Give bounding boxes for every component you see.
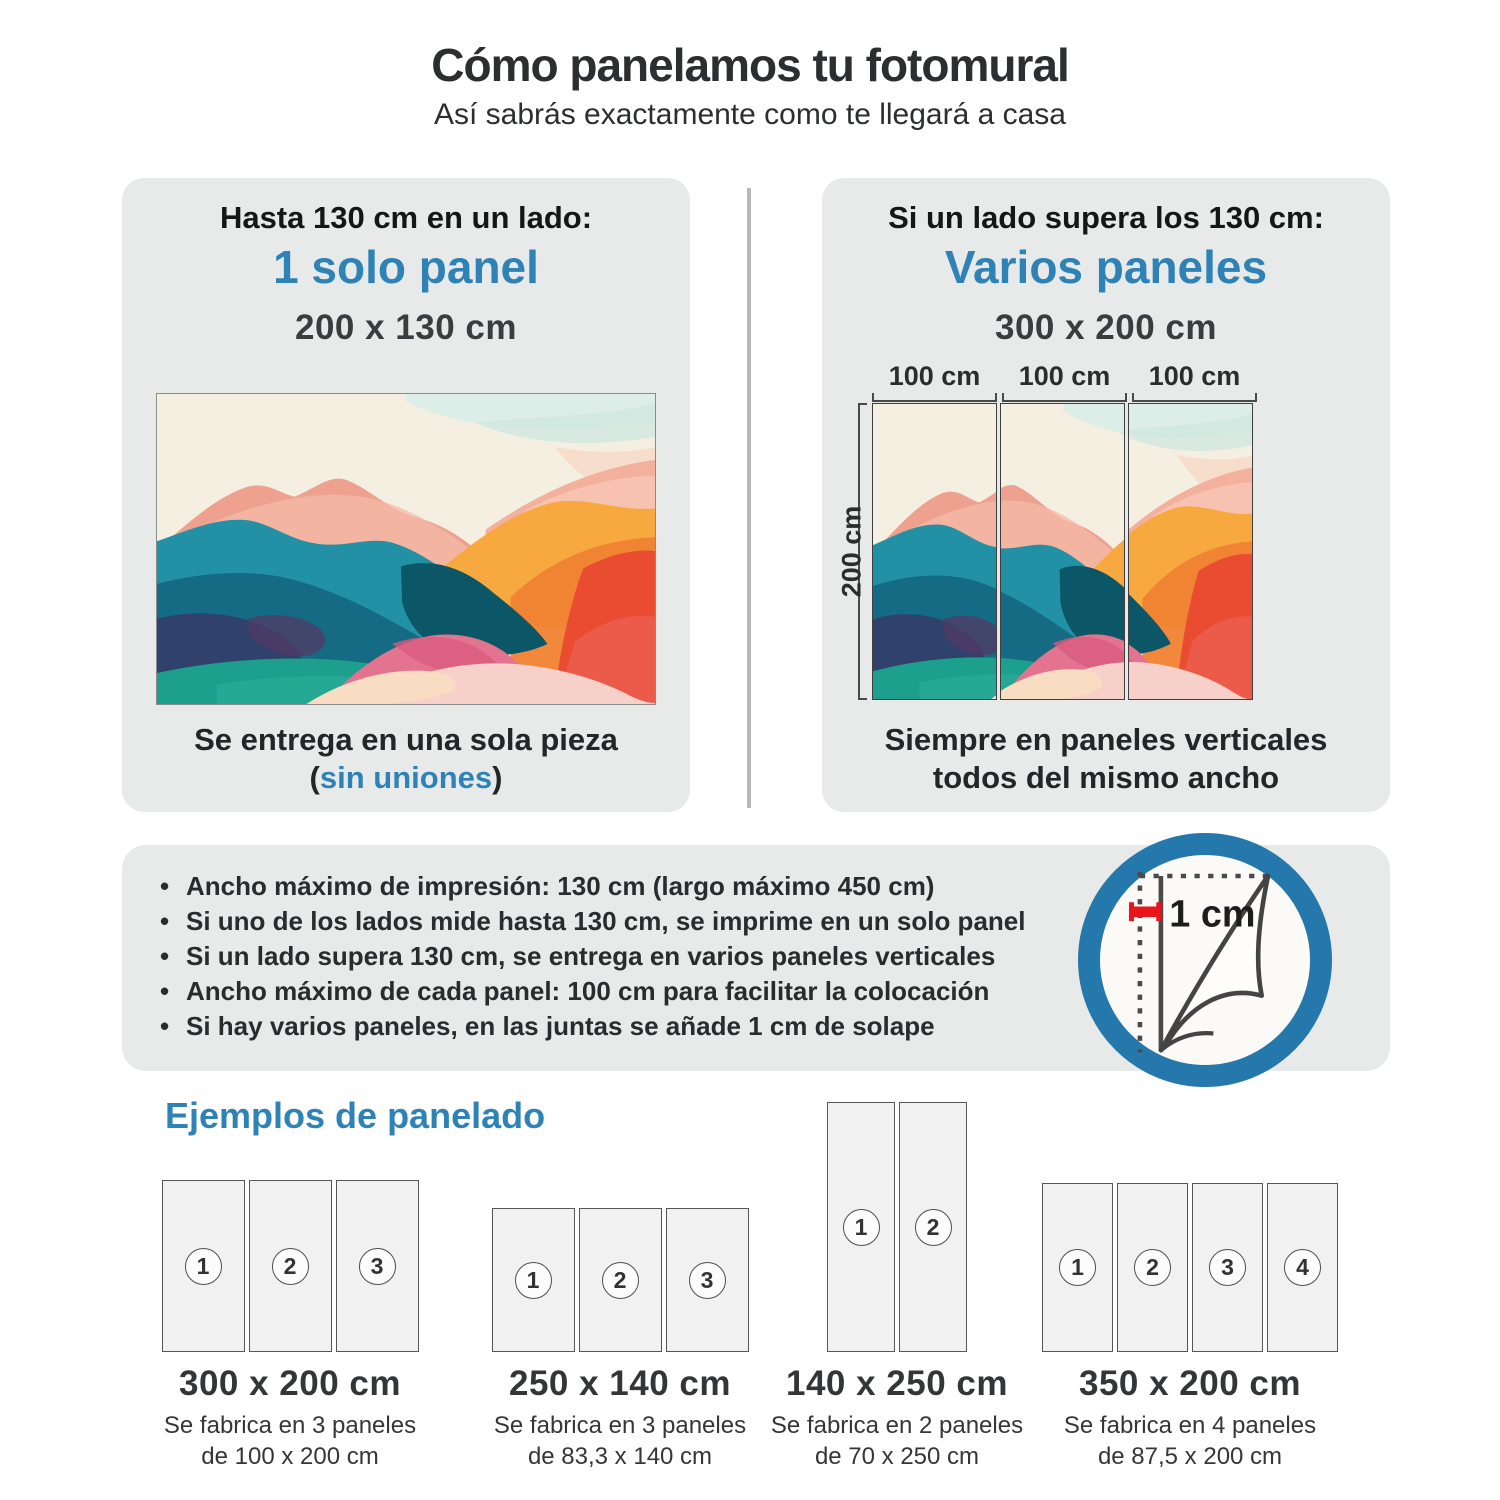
example-panel — [336, 1180, 419, 1352]
rule-bullet: • Si uno de los lados mide hasta 130 cm, se imprime en un solo panel — [160, 904, 1080, 939]
single-panel-size: 200 x 130 cm — [294, 308, 517, 347]
panelled-mural — [872, 403, 1257, 702]
mural-image — [156, 393, 656, 705]
example-panel — [899, 1102, 967, 1352]
panel-number-badge: 2 — [1134, 1249, 1171, 1286]
page-subtitle: Así sabrás exactamente como te llegará a casa — [434, 98, 1066, 131]
rules-list — [160, 869, 1080, 1044]
panel-number-badge: 2 — [272, 1248, 309, 1285]
panel-number-badge: 2 — [915, 1209, 952, 1246]
panel-number-badge: 1 — [515, 1262, 552, 1299]
multi-panel-caption: Siempre en paneles verticales — [884, 722, 1328, 757]
example-sub-label — [120, 1410, 460, 1472]
example-sub-line2: de 100 x 200 cm — [201, 1443, 379, 1470]
panel-number-badge: 1 — [185, 1248, 222, 1285]
example-size-label: 250 x 140 cm — [508, 1364, 731, 1403]
cards-divider — [747, 188, 751, 808]
multi-panel-headline: Varios paneles — [944, 241, 1268, 293]
rule-bullet: • Ancho máximo de impresión: 130 cm (largo máximo 450 cm) — [160, 869, 1080, 904]
example-sub-line1: Se fabrica en 3 paneles — [493, 1412, 747, 1439]
example-panel — [162, 1180, 245, 1352]
width-measure-label: 100 cm — [1148, 361, 1241, 391]
panel-number-badge: 3 — [359, 1248, 396, 1285]
example-3 — [727, 1102, 1067, 1472]
panel-number-badge: 2 — [602, 1262, 639, 1299]
width-bracket — [1132, 393, 1257, 402]
example-panel — [1267, 1183, 1338, 1352]
example-panel — [1117, 1183, 1188, 1352]
width-measure-label: 100 cm — [888, 361, 981, 391]
example-sub-label — [727, 1410, 1067, 1472]
example-panel — [1192, 1183, 1263, 1352]
single-panel-headline: 1 solo panel — [273, 241, 539, 293]
example-4 — [1020, 1102, 1360, 1472]
rule-bullet: • Ancho máximo de cada panel: 100 cm para facilitar la colocación — [160, 974, 1080, 1009]
page-title: Cómo panelamos tu fotomural — [431, 39, 1069, 91]
example-panel — [249, 1180, 332, 1352]
example-panel — [492, 1208, 575, 1352]
paren-close: ) — [492, 760, 503, 795]
example-sub-line2: de 87,5 x 200 cm — [1097, 1443, 1283, 1470]
width-bracket — [1002, 393, 1127, 402]
example-sub-line2: de 70 x 250 cm — [814, 1443, 980, 1470]
rule-bullet: • Si hay varios paneles, en las juntas se añade 1 cm de solape — [160, 1009, 1080, 1044]
overlap-icon — [1078, 833, 1332, 1087]
mural-panel-3 — [1128, 403, 1253, 700]
example-size-label: 350 x 200 cm — [1078, 1364, 1301, 1403]
multi-panel-condition: Si un lado supera los 130 cm: — [888, 200, 1324, 235]
panel-number-badge: 3 — [1209, 1249, 1246, 1286]
example-size-label: 140 x 250 cm — [785, 1364, 1008, 1403]
mural-panel-2 — [1000, 403, 1125, 700]
no-seams-highlight: sin uniones — [319, 760, 493, 795]
multi-panel-size: 300 x 200 cm — [994, 308, 1217, 347]
example-panel — [579, 1208, 662, 1352]
example-panel — [1042, 1183, 1113, 1352]
multi-panel-card — [822, 178, 1390, 812]
single-panel-card — [122, 178, 690, 812]
single-panel-caption: Se entrega en una sola pieza — [194, 722, 618, 757]
examples-heading: Ejemplos de panelado — [165, 1095, 546, 1136]
panel-number-badge: 4 — [1284, 1249, 1321, 1286]
panel-number-badge: 3 — [689, 1262, 726, 1299]
rule-bullet: • Si un lado supera 130 cm, se entrega en varios paneles verticales — [160, 939, 1080, 974]
panel-number-badge: 1 — [1059, 1249, 1096, 1286]
example-sub-line2: de 83,3 x 140 cm — [527, 1443, 713, 1470]
single-panel-caption-2 — [122, 760, 690, 796]
watercolor-artwork — [157, 394, 655, 704]
example-panel — [827, 1102, 895, 1352]
page-curl-icon — [1100, 855, 1310, 1065]
height-measure-label: 200 cm — [836, 505, 867, 598]
multi-panel-caption-2: todos del mismo ancho — [932, 760, 1280, 795]
example-size-label: 300 x 200 cm — [178, 1364, 401, 1403]
single-panel-condition: Hasta 130 cm en un lado: — [219, 200, 593, 235]
example-sub-line1: Se fabrica en 2 paneles — [770, 1412, 1024, 1439]
panel-number-badge: 1 — [843, 1209, 880, 1246]
example-sub-line1: Se fabrica en 4 paneles — [1063, 1412, 1317, 1439]
example-sub-label — [1020, 1410, 1360, 1472]
example-sub-line1: Se fabrica en 3 paneles — [163, 1412, 417, 1439]
width-bracket — [872, 393, 997, 402]
paren-open: ( — [309, 760, 320, 795]
overlap-measure-label: 1 cm — [1169, 893, 1256, 936]
width-measure-label: 100 cm — [1018, 361, 1111, 391]
mural-panel-1 — [872, 403, 997, 700]
example-1 — [120, 1102, 460, 1472]
